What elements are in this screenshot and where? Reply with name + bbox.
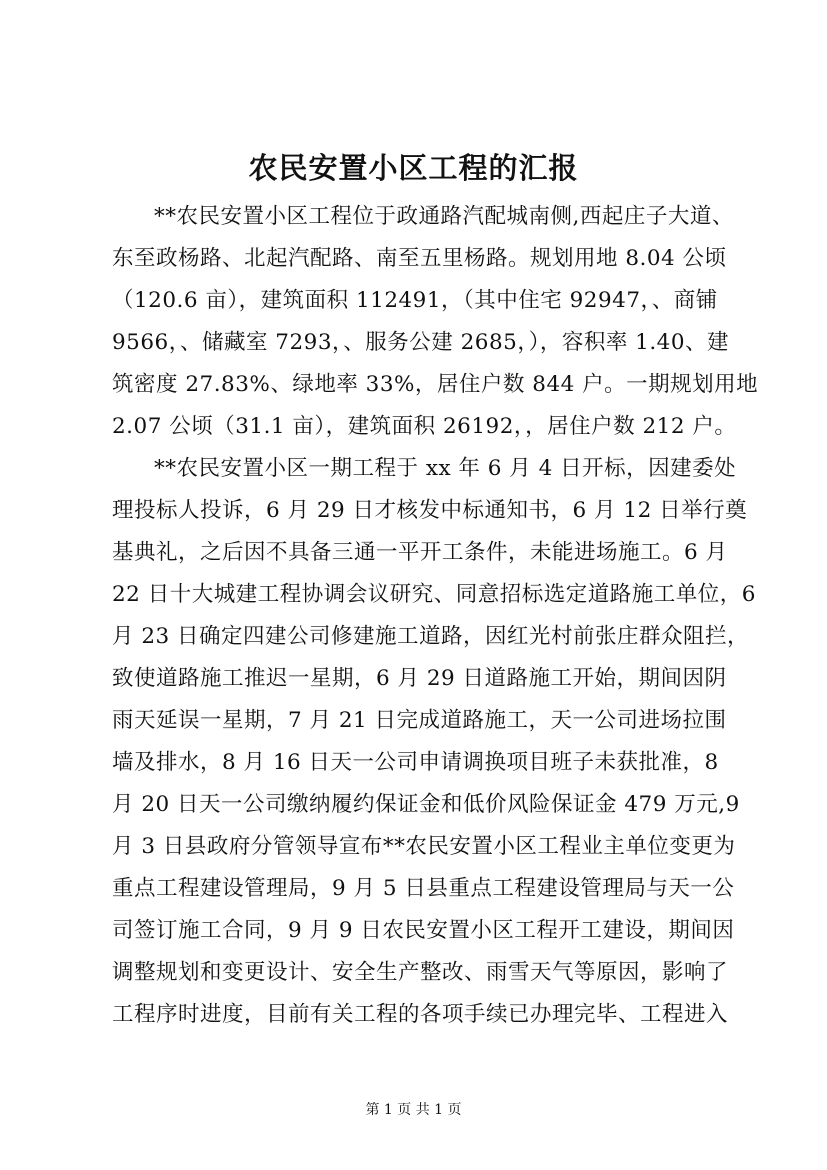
body-line-10: 22 日十大城建工程协调会议研究、同意招标选定道路施工单位，6 (112, 582, 756, 607)
body-line-12: 致使道路施工推迟一星期，6 月 29 日道路施工开始，期间因阴 (112, 666, 727, 691)
body-line-14: 墙及排水，8 月 16 日天一公司申请调换项目班子未获批准，8 (112, 750, 719, 775)
body-line-16: 月 3 日县政府分管领导宣布**农民安置小区工程业主单位变更为 (112, 834, 736, 859)
body-line-15: 月 20 日天一公司缴纳履约保证金和低价风险保证金 479 万元,9 (112, 792, 740, 817)
body-line-2: 东至政杨路、北起汽配路、南至五里杨路。规划用地 8.04 公顷 (112, 246, 727, 271)
body-line-6: 2.07 公顷（31.1 亩），建筑面积 26192，，居住户数 212 户。 (112, 414, 737, 439)
body-line-18: 司签订施工合同，9 月 9 日农民安置小区工程开工建设，期间因 (112, 918, 735, 943)
body-line-9: 基典礼，之后因不具备三通一平开工条件，未能进场施工。6 月 (112, 540, 728, 565)
body-line-7: **农民安置小区一期工程于 xx 年 6 月 4 日开标，因建委处 (154, 456, 737, 481)
body-line-17: 重点工程建设管理局，9 月 5 日县重点工程建设管理局与天一公 (112, 876, 735, 901)
body-line-19: 调整规划和变更设计、安全生产整改、雨雪天气等原因，影响了 (112, 960, 729, 985)
body-line-13: 雨天延误一星期，7 月 21 日完成道路施工，天一公司进场拉围 (112, 708, 727, 733)
body-line-8: 理投标人投诉，6 月 29 日才核发中标通知书，6 月 12 日举行奠 (112, 498, 748, 523)
body-line-11: 月 23 日确定四建公司修建施工道路，因红光村前张庄群众阻拦， (112, 624, 750, 649)
page-number-footer: 第 1 页 共 1 页 (365, 1102, 462, 1118)
body-line-3: （120.6 亩），建筑面积 112491，（其中住宅 92947，、商铺 (112, 288, 718, 313)
body-line-4: 9566，、储藏室 7293，、服务公建 2685，），容积率 1.40、建 (112, 330, 730, 355)
document-title: 农民安置小区工程的汇报 (248, 151, 579, 185)
body-line-20: 工程序时进度，目前有关工程的各项手续已办理完毕、工程进入 (112, 1002, 729, 1027)
body-line-1: **农民安置小区工程位于政通路汽配城南侧,西起庄子大道、 (154, 204, 734, 229)
body-line-5: 筑密度 27.83%、绿地率 33%，居住户数 844 户。一期规划用地 (112, 372, 759, 397)
